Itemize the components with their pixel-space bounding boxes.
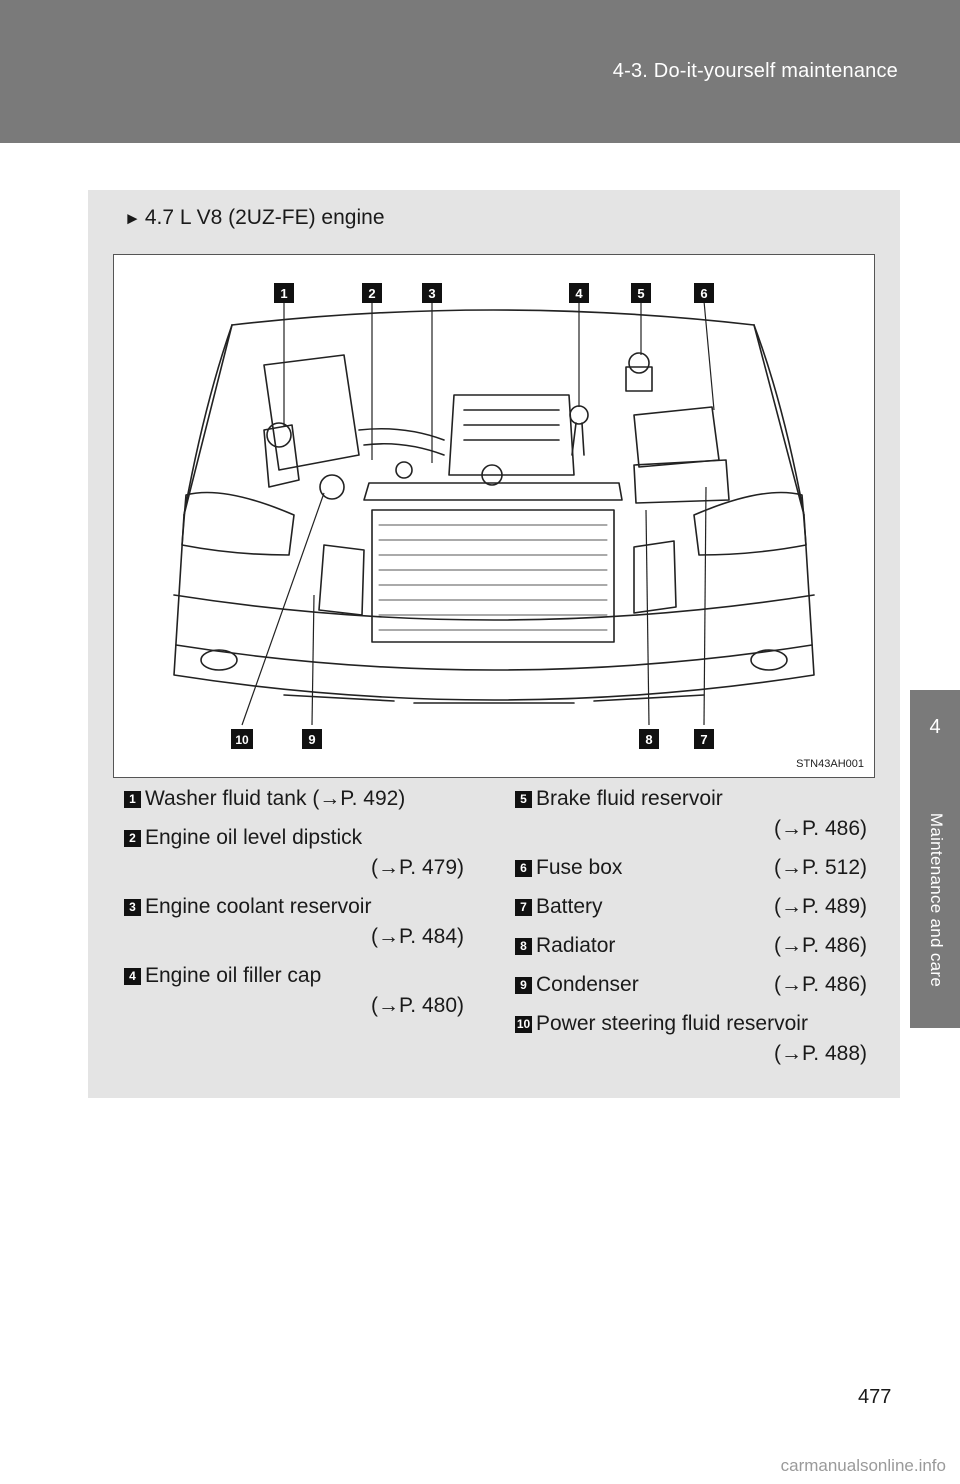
component-list-right [515,784,867,1078]
list-item [124,961,464,1021]
list-item [515,892,867,922]
item-number-badge: 3 [124,899,141,916]
side-tab [910,690,960,1028]
item-label-text: Condenser [536,973,639,996]
list-item [124,823,464,883]
list-item [124,784,464,814]
callout-5-text: 5 [637,286,645,301]
list-item [515,853,867,883]
list-item [515,1009,867,1069]
item-label-text: Engine oil filler cap [145,964,322,987]
header-band [0,0,960,143]
item-number-badge: 2 [124,830,141,847]
item-page-ref: (→P. 489) [774,895,867,918]
callout-6-text: 6 [700,286,708,301]
item-label-text: Engine coolant reservoir [145,895,372,918]
item-label-text: Engine oil level dipstick [145,826,363,849]
item-number-badge: 1 [124,791,141,808]
list-item [515,784,867,844]
callout-10-text: 10 [235,733,249,747]
item-label-text: Battery [536,895,603,918]
section-title-text: 4.7 L V8 (2UZ-FE) engine [144,206,385,229]
item-page-ref: (→P. 479) [371,856,464,879]
section-title [124,206,385,230]
callout-2-text: 2 [368,286,376,301]
engine-compartment-figure [113,254,875,778]
pointer-arrow-icon: ► [124,209,141,228]
item-label-text: Brake fluid reservoir [536,787,723,810]
list-item [515,970,867,1000]
item-page-ref: (→P. 486) [774,973,867,996]
item-page-ref: (→P. 488) [774,1042,867,1065]
item-number-badge: 8 [515,938,532,955]
item-number-badge: 7 [515,899,532,916]
item-number-badge: 4 [124,968,141,985]
item-page-ref: (→P. 486) [774,817,867,840]
item-label [124,784,464,814]
page-number: 477 [858,1386,892,1408]
list-item [124,892,464,952]
item-number-badge: 9 [515,977,532,994]
callouts-bottom [231,729,714,749]
item-page-ref: (→P. 484) [371,925,464,948]
item-number-badge: 10 [516,1017,531,1031]
list-item [515,931,867,961]
callout-7-text: 7 [700,732,708,747]
callout-8-text: 8 [645,732,653,747]
item-label-text: Radiator [536,934,616,957]
header-title: 4-3. Do-it-yourself maintenance [612,60,898,82]
item-page-ref: (→P. 492) [312,787,406,810]
item-page-ref: (→P. 486) [774,934,867,957]
item-label-text: Washer fluid tank [145,787,307,810]
side-tab-number: 4 [929,716,941,738]
item-number-badge: 6 [515,860,532,877]
callout-3-text: 3 [428,286,436,301]
callouts-top [274,283,714,303]
callout-4-text: 4 [575,286,583,301]
item-label-text: Power steering fluid reservoir [536,1012,808,1035]
side-tab-text: Maintenance and care [927,812,946,988]
footer-watermark: carmanualsonline.info [780,1456,946,1475]
callout-9-text: 9 [308,732,316,747]
figure-code: STN43AH001 [796,758,864,770]
callout-1-text: 1 [280,286,288,301]
item-label-text: Fuse box [536,856,623,879]
engine-illustration [114,255,874,777]
item-page-ref: (→P. 480) [371,994,464,1017]
component-list-left [124,784,464,1030]
item-number-badge: 5 [515,791,532,808]
item-page-ref: (→P. 512) [774,856,867,879]
